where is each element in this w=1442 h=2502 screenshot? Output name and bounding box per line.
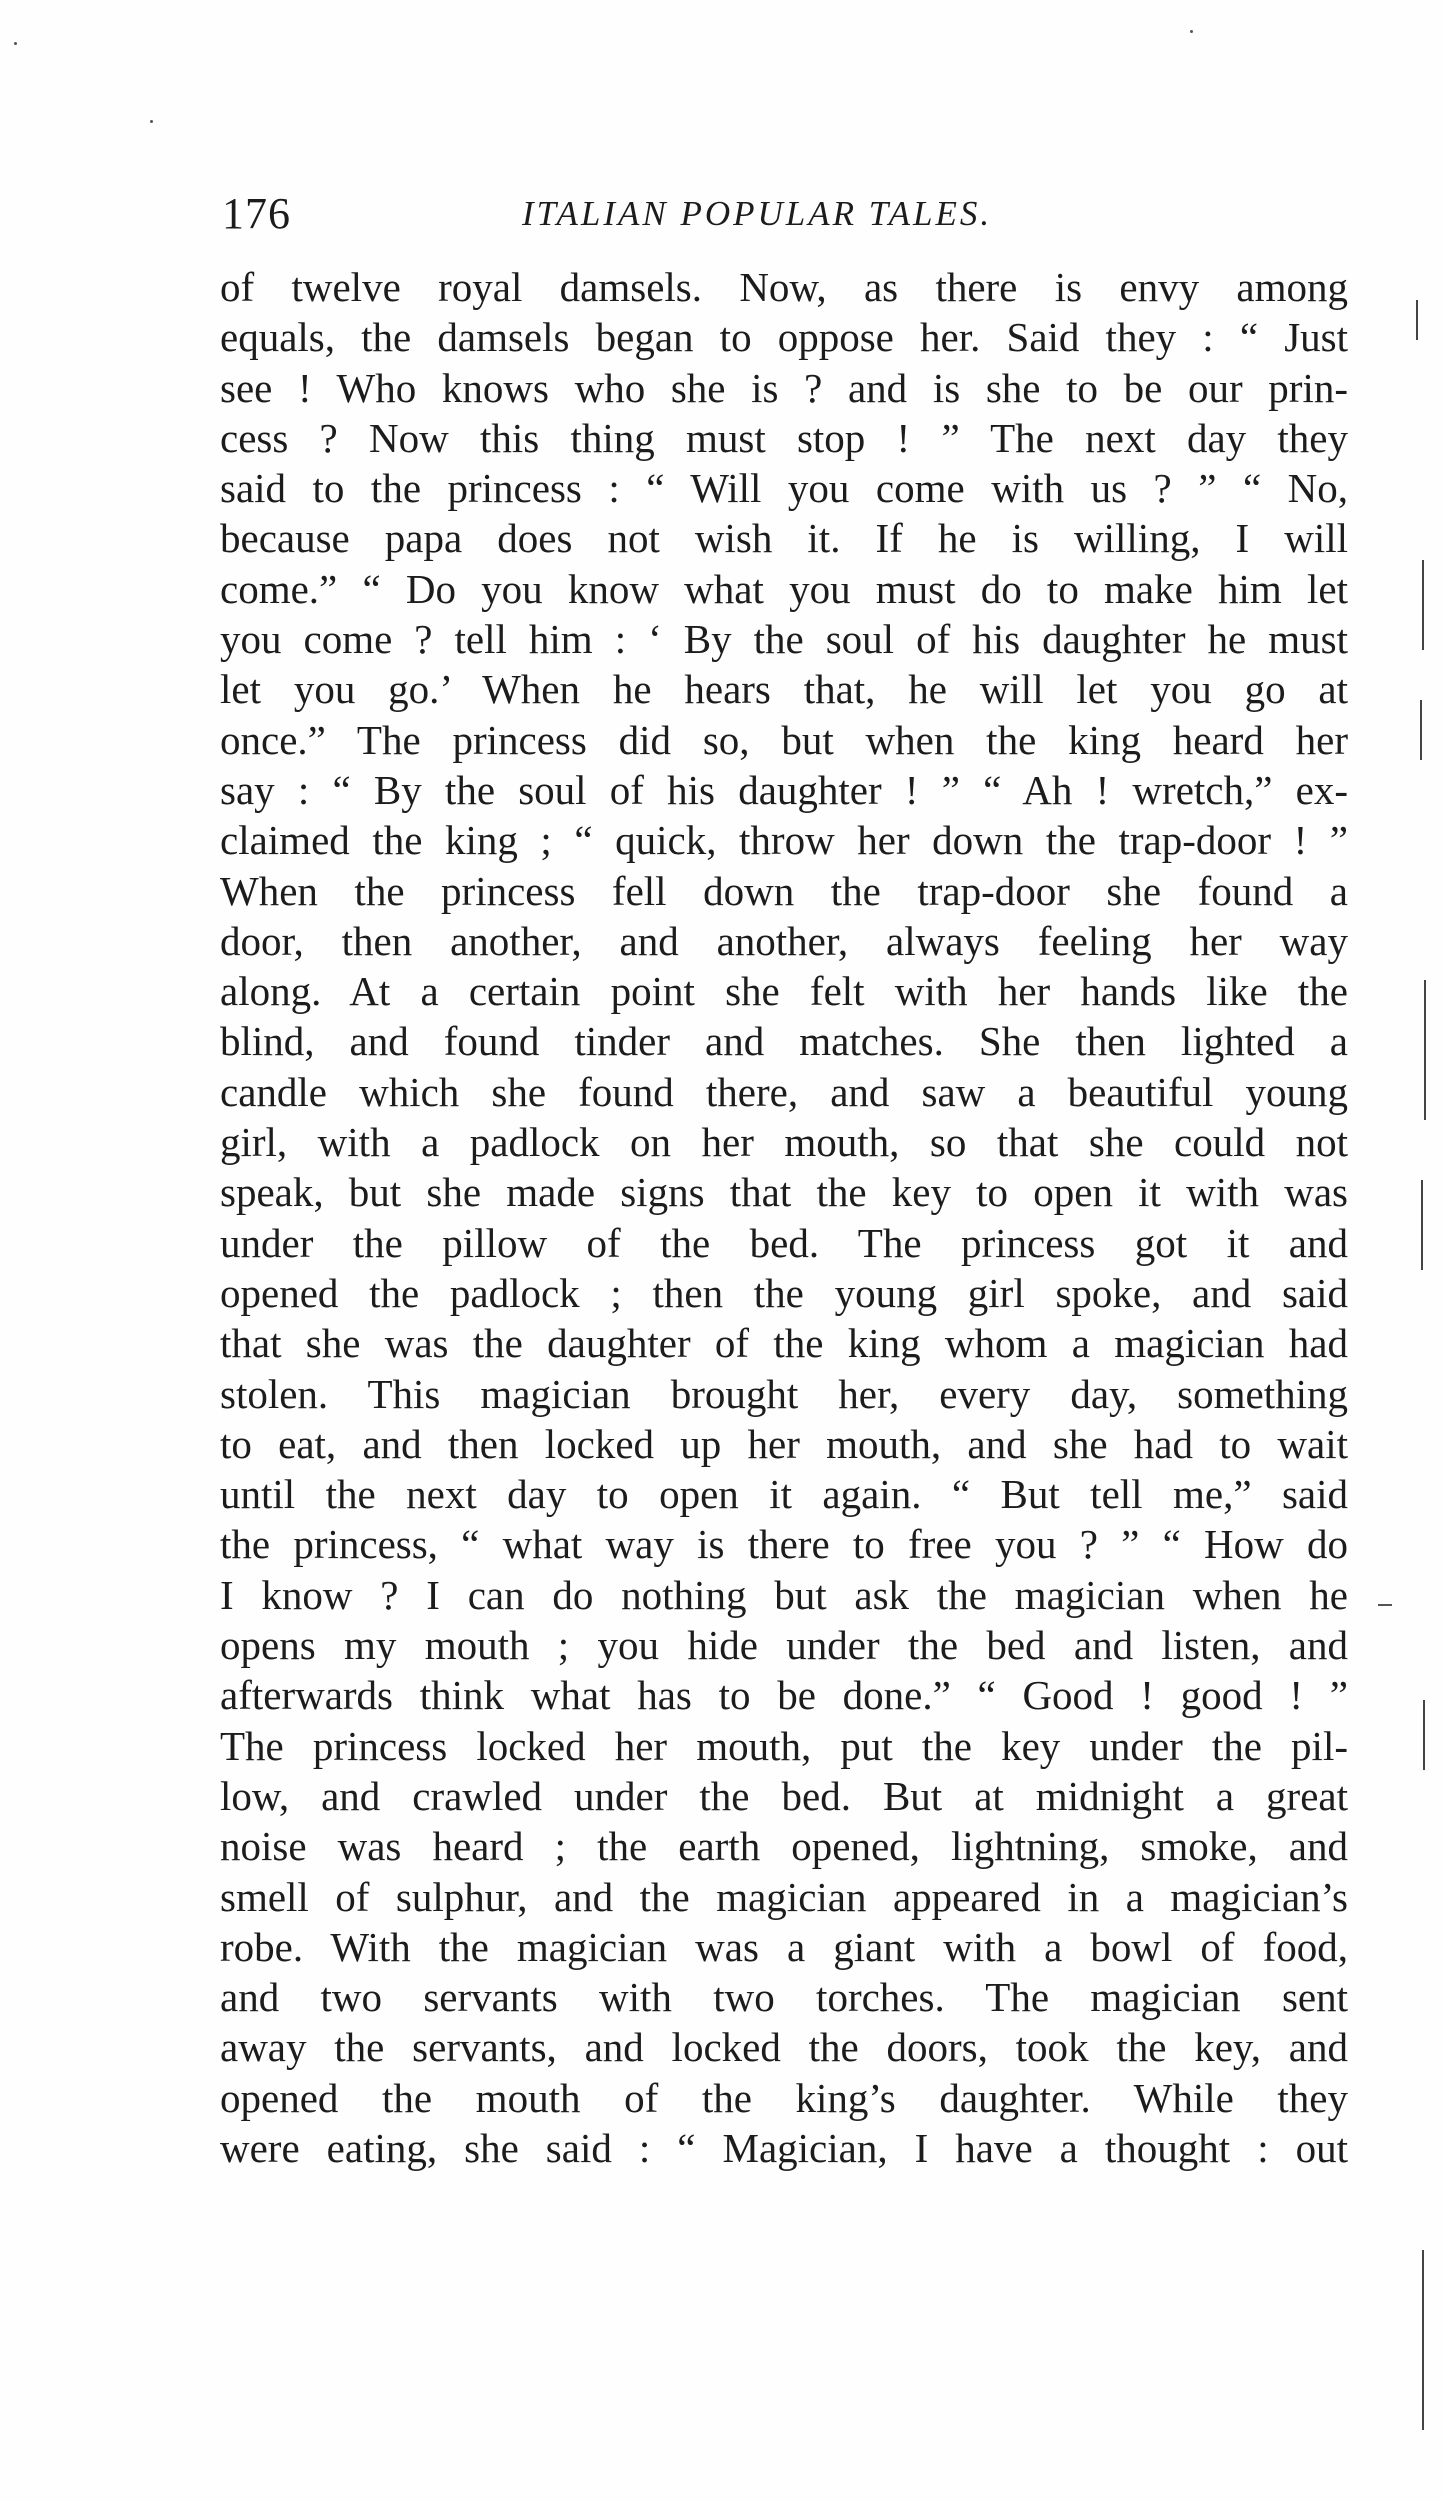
text-line: opened the padlock ; then the young girl spoke, and said — [220, 1269, 1348, 1316]
text-line: The princess locked her mouth, put the key under the pil- — [220, 1722, 1348, 1769]
text-line: because papa does not wish it. If he is willing, I will — [220, 515, 1348, 562]
text-line: equals, the damsels began to oppose her. Said they : “ Just — [220, 314, 1348, 361]
text-line: robe. With the magician was a giant with a bowl of food, — [220, 1923, 1348, 1970]
text-line: said to the princess : “ Will you come with us ? ” “ No, — [220, 465, 1348, 512]
text-line: When the princess fell down the trap-door she found a — [220, 867, 1348, 914]
text-line: speak, but she made signs that the key to open it with was — [220, 1169, 1348, 1216]
text-line: that she was the daughter of the king whom a magician had — [220, 1320, 1348, 1367]
text-line: until the next day to open it again. “ But tell me,” said — [220, 1471, 1348, 1518]
scan-speck — [150, 120, 153, 123]
text-line: girl, with a padlock on her mouth, so that she could not — [220, 1119, 1348, 1166]
text-line: I know ? I can do nothing but ask the magician when he — [220, 1571, 1348, 1618]
text-line: smell of sulphur, and the magician appeared in a magician’s — [220, 1873, 1348, 1920]
scan-speck — [14, 42, 17, 45]
text-line: low, and crawled under the bed. But at midnight a great — [220, 1772, 1348, 1819]
text-line: away the servants, and locked the doors, took the key, and — [220, 2024, 1348, 2071]
text-line: of twelve royal damsels. Now, as there is envy among — [220, 264, 1348, 310]
text-line: say : “ By the soul of his daughter ! ” “ Ah ! wretch,” ex- — [220, 766, 1348, 813]
text-line: under the pillow of the bed. The princess got it and — [220, 1219, 1348, 1266]
body-text — [220, 262, 1348, 2173]
text-line: blind, and found tinder and matches. She then lighted a — [220, 1018, 1348, 1065]
text-line: noise was heard ; the earth opened, lightning, smoke, and — [220, 1823, 1348, 1870]
text-line: let you go.’ When he hears that, he will let you go at — [220, 666, 1348, 713]
scan-speck — [1190, 30, 1193, 33]
text-line: cess ? Now this thing must stop ! ” The next day they — [220, 414, 1348, 461]
text-line: were eating, she said : “ Magician, I have a thought : out — [220, 2124, 1348, 2171]
text-line: afterwards think what has to be done.” “ Good ! good ! ” — [220, 1672, 1348, 1719]
text-line: door, then another, and another, always feeling her way — [220, 917, 1348, 964]
text-line: along. At a certain point she felt with her hands like the — [220, 968, 1348, 1015]
page-number: 176 — [222, 189, 291, 238]
text-line: see ! Who knows who she is ? and is she to be our prin- — [220, 364, 1348, 411]
text-line: come.” “ Do you know what you must do to make him let — [220, 565, 1348, 612]
running-head: ITALIAN POPULAR TALES. — [522, 194, 993, 233]
text-line: claimed the king ; “ quick, throw her down the trap-door ! ” — [220, 817, 1348, 864]
text-line: once.” The princess did so, but when the king heard her — [220, 716, 1348, 763]
scan-speck — [1378, 1604, 1392, 1606]
text-line: candle which she found there, and saw a beautiful young — [220, 1068, 1348, 1115]
text-line: stolen. This magician brought her, every day, something — [220, 1370, 1348, 1417]
page-header — [222, 188, 1352, 248]
text-line: opens my mouth ; you hide under the bed and listen, and — [220, 1622, 1348, 1669]
text-line: and two servants with two torches. The magician sent — [220, 1974, 1348, 2021]
text-line: opened the mouth of the king’s daughter. While they — [220, 2074, 1348, 2121]
scan-edge-marks — [1416, 0, 1434, 2502]
text-line: to eat, and then locked up her mouth, and she had to wait — [220, 1420, 1348, 1467]
text-line: you come ? tell him : ‘ By the soul of his daughter he must — [220, 616, 1348, 663]
text-line: the princess, “ what way is there to free you ? ” “ How do — [220, 1521, 1348, 1568]
